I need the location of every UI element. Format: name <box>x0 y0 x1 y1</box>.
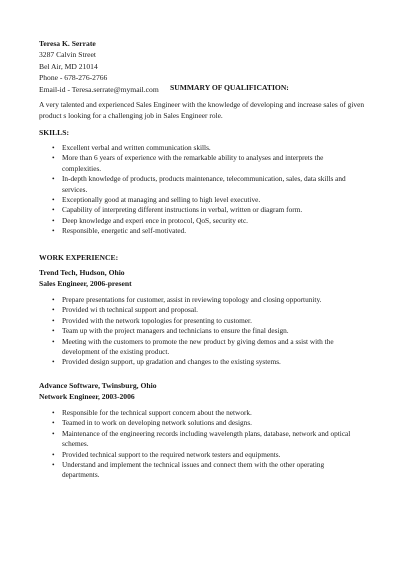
job-duties-list <box>52 408 362 481</box>
list-item: • Exceptionally good at managing and selling to high level executive. <box>52 195 261 205</box>
bullet-icon: • <box>52 336 55 346</box>
contact-email: Email-id - Teresa.serrate@mymail.com <box>39 84 159 94</box>
list-item: • Team up with the project managers and technicians to ensure the final design. <box>52 326 289 336</box>
job-role: Network Engineer, 2003-2006 <box>39 392 135 402</box>
skills-heading: SKILLS: <box>39 128 69 137</box>
list-item: • Provided technical support to the required network testers and equipments. <box>52 449 281 459</box>
list-item: • More than 6 years of experience with the remarkable ability to analyses and interprets the complexities. <box>52 153 324 173</box>
list-item: • In-depth knowledge of products, products maintenance, telecommunication, sales, data skills and services. <box>52 174 346 194</box>
bullet-icon: • <box>52 215 55 225</box>
summary-heading: SUMMARY OF QUALIFICATION: <box>170 83 289 92</box>
work-heading: WORK EXPERIENCE: <box>39 253 119 262</box>
list-item: • Prepare presentations for customer, assist in reviewing topology and closing opportunity. <box>52 295 322 304</box>
bullet-icon: • <box>52 295 55 304</box>
summary-text: A very talented and experienced Sales Engineer with the knowledge of developing and increase sales of given product s looking for a challenging job in Sales Engineer role. <box>39 100 365 120</box>
company-name: Advance Software, Twinsburg, Ohio <box>39 381 157 390</box>
list-item: • Provided design support, up gradation and changes to the existing systems. <box>52 357 281 367</box>
bullet-icon: • <box>52 428 55 438</box>
candidate-name: Teresa K. Serrate <box>39 39 96 48</box>
list-item: • Excellent verbal and written communication skills. <box>52 143 211 152</box>
bullet-icon: • <box>52 195 55 205</box>
list-item: • Maintenance of the engineering records including wavelength plans, database, network and optical schemes. <box>52 428 351 449</box>
bullet-icon: • <box>52 153 55 163</box>
list-item: • Deep knowledge and experi ence in protocol, QoS, security etc. <box>52 215 249 225</box>
contact-phone: Phone - 678-276-2766 <box>39 73 108 83</box>
skills-list <box>52 143 362 237</box>
list-item: • Capability of interpreting different instructions in verbal, written or diagram form. <box>52 205 303 215</box>
bullet-icon: • <box>52 449 55 459</box>
bullet-icon: • <box>52 143 55 152</box>
bullet-icon: • <box>52 326 55 336</box>
bullet-icon: • <box>52 418 55 428</box>
list-item: • Provided with the network topologies for presenting to customer. <box>52 315 252 325</box>
bullet-icon: • <box>52 357 55 367</box>
list-item: • Teamed in to work on developing network solutions and designs. <box>52 418 252 428</box>
list-item: • Meeting with the customers to promote the new product by giving demos and a ssist with the development of the existing product. <box>52 336 334 357</box>
job-header <box>39 380 157 403</box>
list-item: • Provided wi th technical support and proposal. <box>52 305 198 315</box>
contact-city: Bel Air, MD 21014 <box>39 61 98 71</box>
bullet-icon: • <box>52 305 55 315</box>
bullet-icon: • <box>52 408 55 417</box>
job-header <box>39 267 132 290</box>
list-item: • Understand and implement the technical issues and connect them with the other operating departments. <box>52 460 325 480</box>
bullet-icon: • <box>52 460 55 470</box>
bullet-icon: • <box>52 205 55 215</box>
company-name: Trend Tech, Hudson, Ohio <box>39 268 125 277</box>
bullet-icon: • <box>52 315 55 325</box>
contact-street: 3287 Calvin Street <box>39 50 96 60</box>
job-role: Sales Engineer, 2006-present <box>39 279 132 289</box>
bullet-icon: • <box>52 174 55 184</box>
contact-block <box>39 38 159 95</box>
list-item: • Responsible, energetic and self-motivated. <box>52 226 187 236</box>
bullet-icon: • <box>52 226 55 236</box>
job-duties-list <box>52 295 362 368</box>
list-item: • Responsible for the technical support concern about the network. <box>52 408 252 417</box>
